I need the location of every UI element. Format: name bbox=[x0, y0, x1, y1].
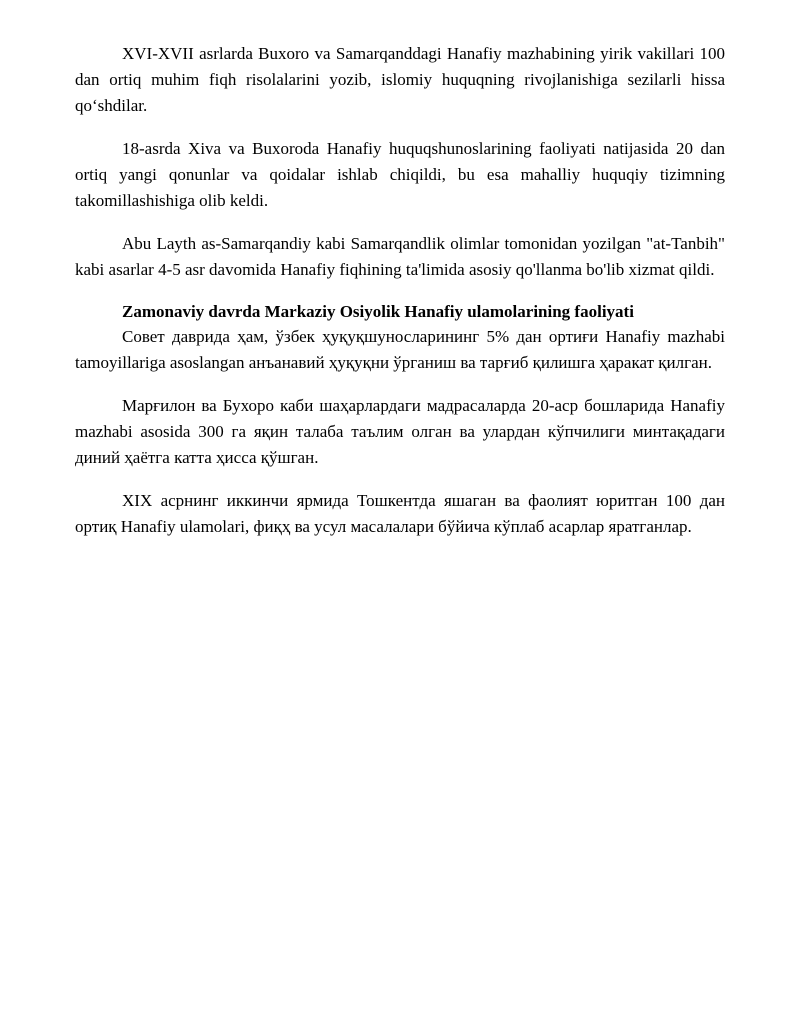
paragraph-hanafi-16-17-century: XVI-XVII asrlarda Buxoro va Samarqanddagi Hanafiy mazhabining yirik vakillari 100 dan ortiq muhim fiqh risolalarini yozib, islomiy huquqning rivojlanishiga sezilarli hissa qo‘shdilar. bbox=[75, 44, 725, 115]
paragraph-soviet-period: Совет даврида ҳам, ўзбек ҳуқуқшуносларининг 5% дан ортиғи Hanafiy mazhabi tamoyillariga asoslangan анъанавий ҳуқуқни ўрганиш ва тарғиб қилишга ҳаракат қилган. bbox=[75, 327, 725, 372]
section-heading: Zamonaviy davrda Markaziy Osiyolik Hanafiy ulamolarining faoliyati bbox=[122, 302, 634, 321]
document-page bbox=[75, 41, 725, 557]
paragraph-tashkent-scholars: XIX асрнинг иккинчи ярмида Тошкентда яшаган ва фаолият юритган 100 дан ортиқ Hanafiy ulamolari, фиқҳ ва усул масалалари бўйича кўплаб асарлар яратганлар. bbox=[75, 491, 725, 536]
paragraph-18th-century-laws: 18-asrda Xiva va Buxoroda Hanafiy huquqshunoslarining faoliyati natijasida 20 dan ortiq yangi qonunlar va qoidalar ishlab chiqildi, bu esa mahalliy huquqiy tizimning takomillashishiga olib keldi. bbox=[75, 139, 725, 210]
paragraph-at-tanbih: Abu Layth as-Samarqandiy kabi Samarqandlik olimlar tomonidan yozilgan "at-Tanbih" kabi asarlar 4-5 asr davomida Hanafiy fiqhining ta'limida asosiy qo'llanma bo'lib xizmat qildi. bbox=[75, 234, 725, 279]
paragraph-madrasas: Марғилон ва Бухоро каби шаҳарлардаги мадрасаларда 20-аср бошларида Hanafiy mazhabi asosida 300 га яқин талаба таълим олган ва улардан кўпчилиги минтақадаги диний ҳаётга катта ҳисса қўшган. bbox=[75, 396, 725, 467]
